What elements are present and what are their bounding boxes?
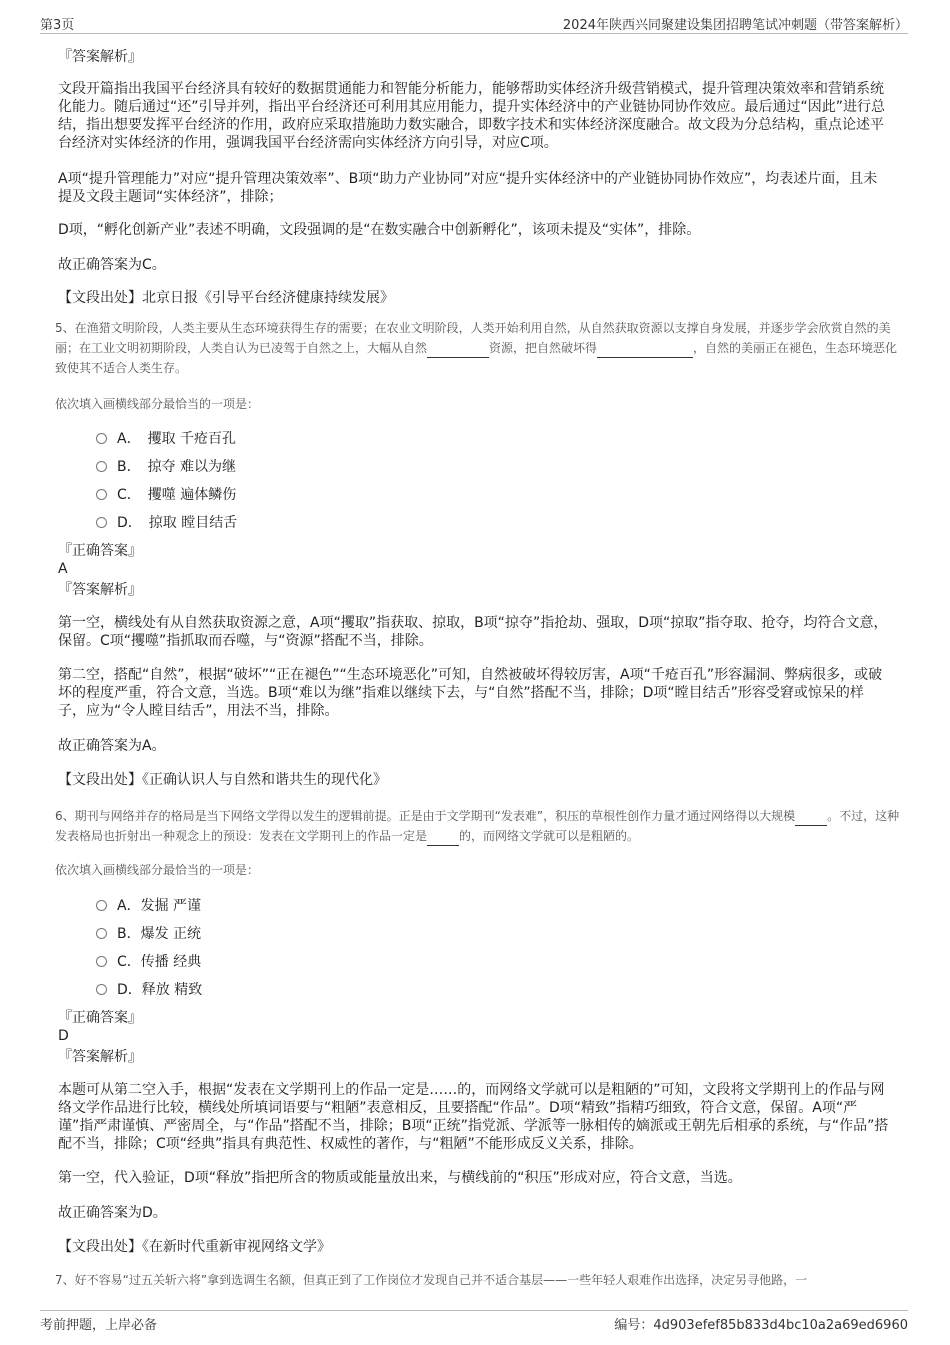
- q6-analysis-label: 『答案解析』: [58, 1049, 142, 1065]
- q6-blank-2: [427, 831, 459, 846]
- q5-analysis-label: 『答案解析』: [58, 582, 142, 598]
- radio-icon[interactable]: [96, 956, 107, 967]
- q5-option-d-label: D． 掠取 瞠目结舌: [117, 515, 238, 531]
- footer-slogan: 考前押题，上岸必备: [40, 1318, 158, 1333]
- q6-stem-part-2: 。不过，这种发表格局也折射出一种观念上的预设：发表在文学期刊上的作品一定是: [55, 809, 900, 843]
- q6-answer: D: [58, 1028, 69, 1044]
- q6-stem-part-3: 的，而网络文学就可以是粗陋的。: [459, 829, 640, 843]
- q5-blank-2: [597, 343, 693, 358]
- q7-stem: 7、好不容易“过五关斩六将”拿到选调生名额，但真正到了工作岗位才发现自己并不适合基层——一些年轻人艰难作出选择，决定另寻他路，一: [55, 1273, 808, 1287]
- q6-stem-part-1: 6、期刊与网络并存的格局是当下网络文学得以发生的逻辑前提。正是由于文学期刊“发表难”，积压的草根性创作力量才通过网络得以大规模: [55, 809, 796, 823]
- q6-option-c-label: C．传播 经典: [117, 954, 202, 970]
- q4-analysis-paragraph-1: 文段开篇指出我国平台经济具有较好的数据贯通能力和智能分析能力，能够帮助实体经济升级营销模式，提升管理决策效率和营销系统化能力。随后通过“还”引导并列，指出平台经济还可利用其应用能力，提升实体经济中的产业链协同协作效应。最后通过“因此”进行总结，指出想要发挥平台经济的作用，政府应采取措施助力数实融合，即数字技术和实体经济深度融合。故文段为分总结构，重点论述平台经济对实体经济的作用，强调我国平台经济需向实体经济方向引导，对应C项。: [58, 81, 886, 151]
- radio-icon[interactable]: [96, 928, 107, 939]
- q5-prompt: 依次填入画横线部分最恰当的一项是：: [55, 397, 260, 411]
- header-divider: [40, 33, 908, 34]
- q4-source: 【文段出处】北京日报《引导平台经济健康持续发展》: [58, 290, 394, 306]
- q5-option-d[interactable]: [96, 512, 237, 532]
- radio-icon[interactable]: [96, 900, 107, 911]
- q6-option-b-label: B．爆发 正统: [117, 926, 202, 942]
- q6-source: 【文段出处】《在新时代重新审视网络文学》: [58, 1239, 331, 1255]
- q6-prompt: 依次填入画横线部分最恰当的一项是：: [55, 863, 260, 877]
- footer-id-label: 编号：: [614, 1318, 654, 1333]
- q6-analysis-paragraph-1: 本题可从第二空入手，根据“发表在文学期刊上的作品一定是……的，而网络文学就可以是粗陋的”可知，文段将文学期刊上的作品与网络文学作品进行比较，横线处所填词语要与“粗陋”表意相反，且要搭配“作品”。D项“精致”指精巧细致，符合文意，保留。A项“严谨”指严肃谨慎、严密周全，与“作品”搭配不当，排除；B项“正统”指党派、学派等一脉相传的嫡派或王朝先后相承的系统，与“作品”搭配不当，排除；C项“经典”指具有典范性、权威性的著作，与“粗陋”不能形成反义关系，排除。: [58, 1082, 889, 1152]
- q5-answer-label: 『正确答案』: [58, 543, 142, 559]
- q6-option-a[interactable]: [96, 895, 201, 915]
- q4-conclusion: 故正确答案为C。: [58, 257, 166, 273]
- q5-option-c[interactable]: [96, 484, 236, 504]
- q5-option-b[interactable]: [96, 456, 236, 476]
- q5-conclusion: 故正确答案为A。: [58, 738, 166, 754]
- footer-id-value: 4d903efef85b833d4bc10a2a69ed6960: [653, 1318, 908, 1333]
- q5-option-b-label: B． 掠夺 难以为继: [117, 459, 237, 475]
- q5-stem-part-1: 5、在渔猎文明阶段，人类主要从生态环境获得生存的需要；在农业文明阶段，人类开始利用自然，从自然获取资源以支撑自身发展，并逐步学会欣赏自然的美丽；在工业文明初期阶段，人类自认为已凌驾于自然之上，大幅从自然: [55, 321, 891, 355]
- q4-analysis-paragraph-2: A项“提升管理能力”对应“提升管理决策效率”、B项“助力产业协同”对应“提升实体经济中的产业链协同协作效应”，均表述片面，且未提及文段主题词“实体经济”，排除；: [58, 171, 878, 205]
- footer-id: [614, 1314, 908, 1333]
- q4-analysis-paragraph-3: D项，“孵化创新产业”表述不明确，文段强调的是“在数实融合中创新孵化”，该项未提及“实体”，排除。: [58, 222, 701, 238]
- q5-answer: A: [58, 561, 68, 577]
- q6-option-d-label: D．释放 精致: [117, 982, 203, 998]
- q6-option-c[interactable]: [96, 951, 201, 971]
- q6-blank-1: [795, 811, 827, 826]
- q6-option-d[interactable]: [96, 979, 202, 999]
- q6-stem: [55, 806, 900, 846]
- radio-icon[interactable]: [96, 517, 107, 528]
- q5-option-a[interactable]: [96, 428, 236, 448]
- q5-analysis-paragraph-1: 第一空，横线处有从自然获取资源之意，A项“攫取”指获取、掠取，B项“掠夺”指抢劫、强取，D项“掠取”指夺取、抢夺，均符合文意，保留。C项“攫噬”指抓取而吞噬，与“资源”搭配不当，排除。: [58, 615, 888, 649]
- q5-option-c-label: C． 攫噬 遍体鳞伤: [117, 487, 237, 503]
- q6-analysis-paragraph-2: 第一空，代入验证，D项“释放”指把所含的物质或能量放出来，与横线前的“积压”形成对应，符合文意，当选。: [58, 1170, 742, 1186]
- q5-option-a-label: A． 攫取 千疮百孔: [117, 431, 237, 447]
- q5-source: 【文段出处】《正确认识人与自然和谐共生的现代化》: [58, 772, 387, 788]
- q4-analysis-label: 『答案解析』: [58, 49, 142, 65]
- q5-stem-part-2: 资源，把自然破坏得: [489, 341, 598, 355]
- page-number: 第3页: [40, 18, 75, 33]
- radio-icon[interactable]: [96, 489, 107, 500]
- radio-icon[interactable]: [96, 433, 107, 444]
- footer-divider: [40, 1310, 908, 1311]
- q6-answer-label: 『正确答案』: [58, 1010, 142, 1026]
- radio-icon[interactable]: [96, 461, 107, 472]
- q6-option-b[interactable]: [96, 923, 201, 943]
- q5-stem: [55, 318, 900, 378]
- q5-stem-part-3: ，自然的美丽正在褪色，生态环境恶化致使其不适合人类生存。: [55, 341, 898, 375]
- q5-blank-1: [427, 343, 489, 358]
- q5-analysis-paragraph-2: 第二空，搭配“自然”，根据“破坏”“正在褪色”“生态环境恶化”可知，自然被破坏得较厉害，A项“千疮百孔”形容漏洞、弊病很多，或破坏的程度严重，符合文意，当选。B项“难以为继”指难以继续下去，与“自然”搭配不当，排除；D项“瞠目结舌”形容受窘或惊呆的样子，应为“令人瞠目结舌”，用法不当，排除。: [58, 667, 883, 719]
- q6-option-a-label: A．发掘 严谨: [117, 898, 202, 914]
- q6-conclusion: 故正确答案为D。: [58, 1205, 167, 1221]
- document-title: 2024年陕西兴同聚建设集团招聘笔试冲刺题（带答案解析）: [562, 18, 908, 33]
- radio-icon[interactable]: [96, 984, 107, 995]
